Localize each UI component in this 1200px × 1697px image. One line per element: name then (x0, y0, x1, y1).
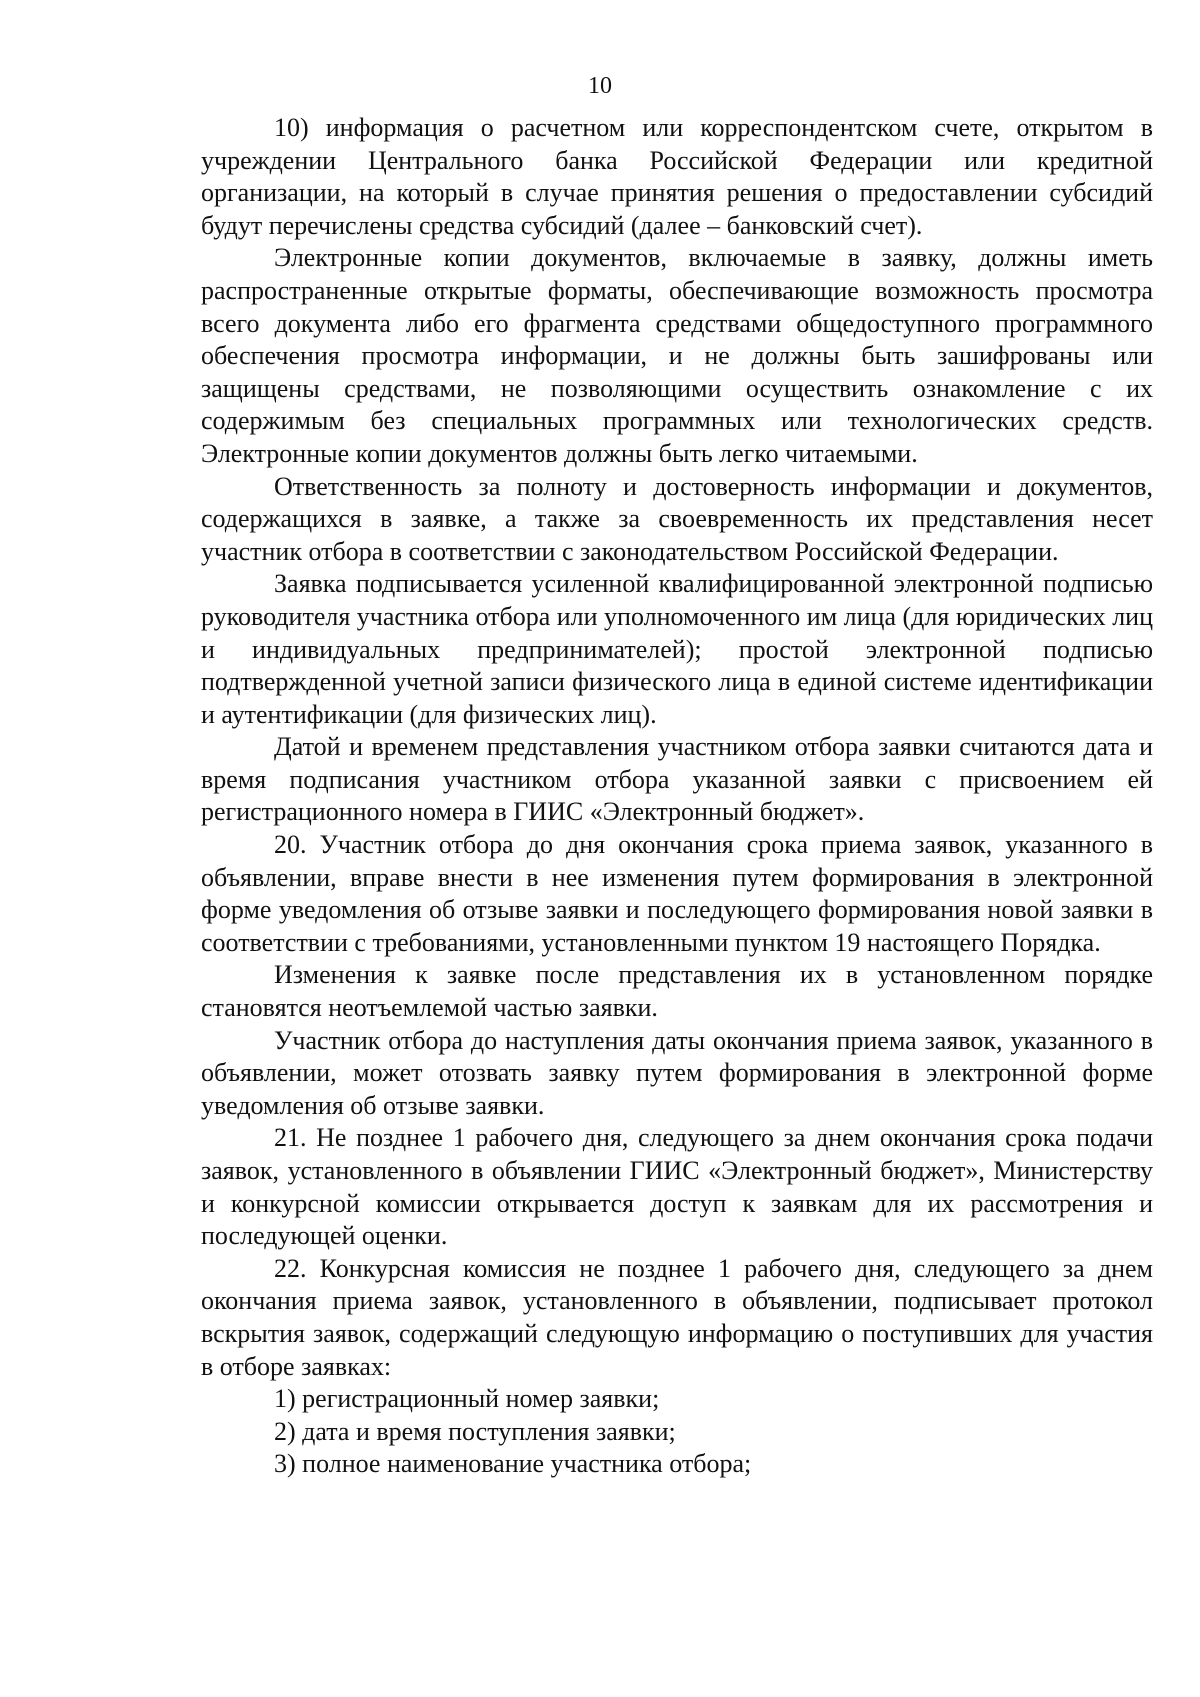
paragraph-submission-date: Датой и временем представления участником отбора заявки считаются дата и время подписания участником отбора указанной заявки с присвоением ей регистрационного номера в ГИИС «Электронный бюджет». (201, 732, 1153, 827)
paragraph-clause-21: 21. Не позднее 1 рабочего дня, следующего за днем окончания срока подачи заявок, установленного в объявлении ГИИС «Электронный бюджет», Министерству и конкурсной комиссии открывается доступ к заявкам для их рассмотрения и последующей оценки. (201, 1123, 1153, 1251)
list-item-registration-number: 1) регистрационный номер заявки; (274, 1384, 660, 1414)
document-body (201, 112, 1153, 1481)
paragraph-clause-22: 22. Конкурсная комиссия не позднее 1 рабочего дня, следующего за днем окончания приема заявок, установленного в объявлении, подписывает протокол вскрытия заявок, содержащий следующую информацию о поступивших для участия в отборе заявках: (201, 1253, 1153, 1381)
paragraph-clause-20: 20. Участник отбора до дня окончания срока приема заявок, указанного в объявлении, вправе внести в нее изменения путем формирования в электронной форме уведомления об отзыве заявки и последующего формирования новой заявки в соответствии с требованиями, установленными пунктом 19 настоящего Порядка. (201, 830, 1153, 957)
paragraph-signature: Заявка подписывается усиленной квалифицированной электронной подписью руководителя участника отбора или уполномоченного им лица (для юридических лиц и индивидуальных предпринимателей); простой электронной подписью подтвержденной учетной записи физического лица в единой системе идентификации и аутентификации (для физических лиц). (201, 569, 1153, 729)
paragraph-withdrawal: Участник отбора до наступления даты окончания приема заявок, указанного в объявлении, может отозвать заявку путем формирования в электронной форме уведомления об отзыве заявки. (201, 1025, 1153, 1120)
paragraph-changes: Изменения к заявке после представления их в установленном порядке становятся неотъемлемой частью заявки. (201, 960, 1153, 1023)
list-item-date-time: 2) дата и время поступления заявки; (274, 1416, 676, 1446)
paragraph-electronic-copies: Электронные копии документов, включаемые в заявку, должны иметь распространенные открытые форматы, обеспечивающие возможность просмотра всего документа либо его фрагмента средствами общедоступного программного обеспечения просмотра информации, и не должны быть зашифрованы или защищены средствами, не позволяющими осуществить ознакомление с их содержимым без специальных программных или технологических средств. Электронные копии документов должны быть легко читаемыми. (201, 243, 1153, 468)
paragraph-responsibility: Ответственность за полноту и достоверность информации и документов, содержащихся в заявке, а также за своевременность их представления несет участник отбора в соответствии с законодательством Российской Федерации. (201, 471, 1153, 566)
paragraph-item-10-bank-account: 10) информация о расчетном или корреспондентском счете, открытом в учреждении Центрального банка Российской Федерации или кредитной организации, на который в случае принятия решения о предоставлении субсидий будут перечислены средства субсидий (далее – банковский счет). (201, 113, 1153, 240)
list-item-participant-name: 3) полное наименование участника отбора; (274, 1449, 752, 1479)
page-number: 10 (588, 73, 612, 99)
